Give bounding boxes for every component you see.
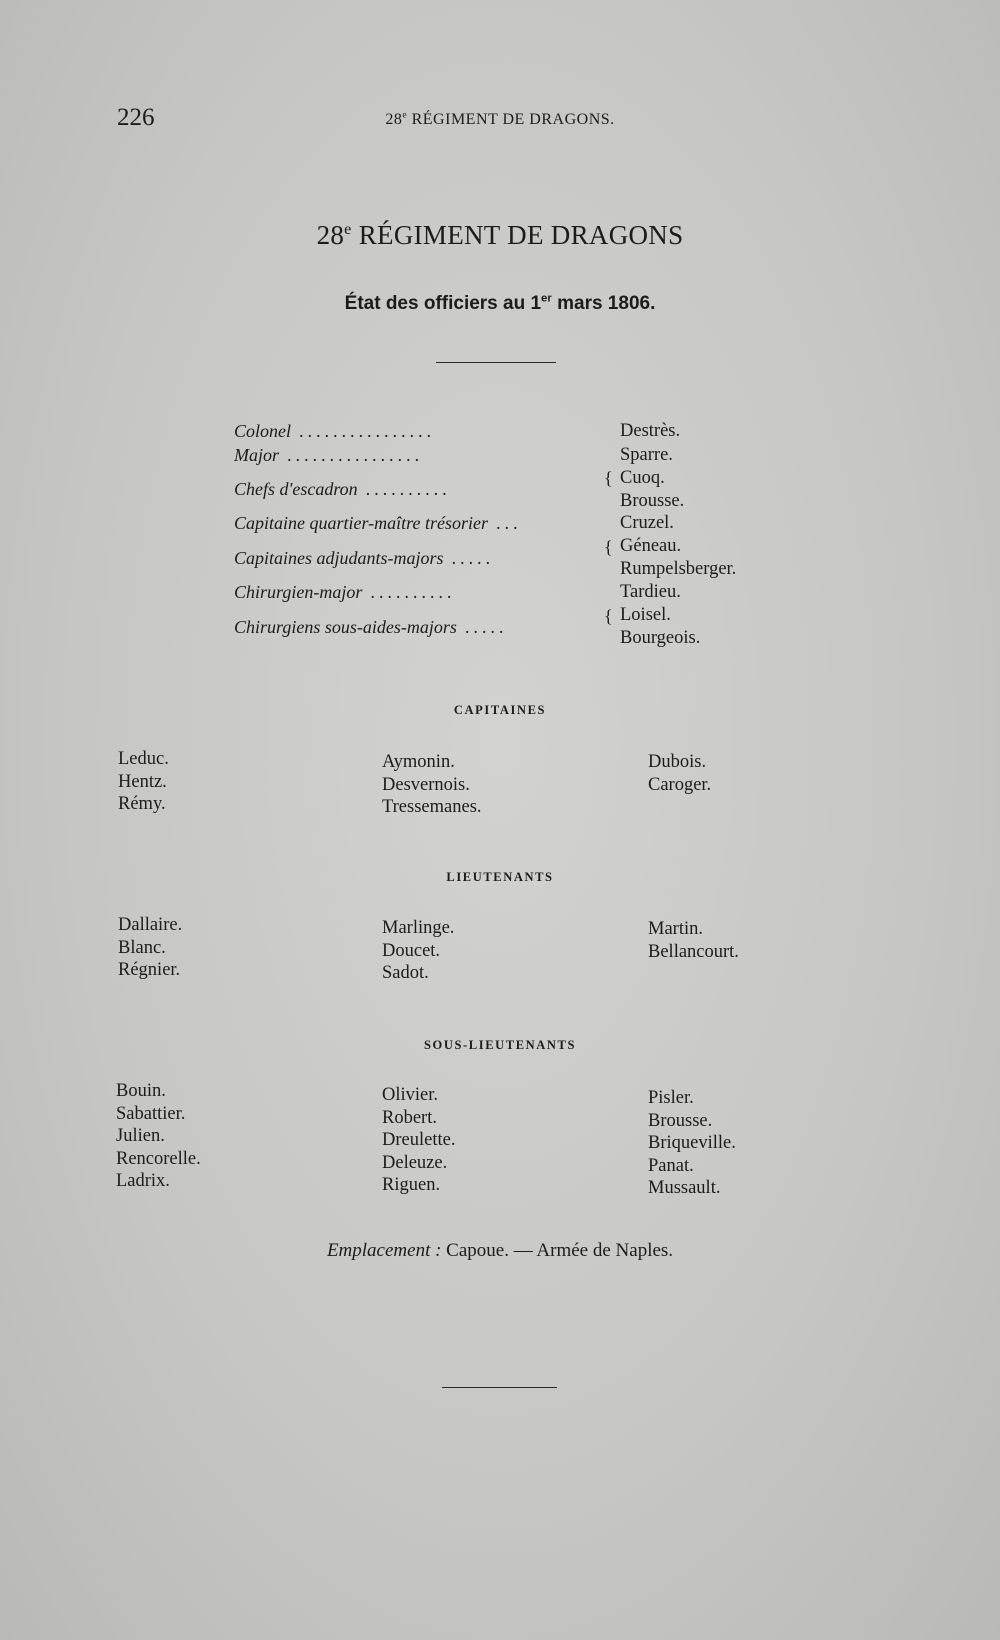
name-column [648, 1087, 736, 1200]
list-item: Robert. [382, 1107, 437, 1128]
list-item: Tressemanes. [382, 797, 482, 817]
list-item: Deleuze. [382, 1152, 448, 1173]
staff-name: Destrès. [620, 421, 681, 441]
list-item: Olivier. [382, 1085, 439, 1105]
list-item: Sabattier. [116, 1103, 186, 1124]
list-item: Rencorelle. [116, 1148, 201, 1169]
subtitle: État des officiers au 1er mars 1806. [344, 292, 656, 314]
list-item: Bouin. [116, 1081, 166, 1101]
section-heading-lieutenants: LIEUTENANTS [446, 870, 554, 884]
staff-name: Cruzel. [620, 513, 674, 533]
list-item: Blanc. [118, 937, 166, 958]
staff-role: Chefs d'escadron .......... [234, 479, 452, 499]
staff-name: Loisel. [620, 605, 671, 625]
list-item: Desvernois. [382, 774, 470, 795]
list-item: Aymonin. [382, 752, 455, 772]
name-column [648, 751, 711, 796]
divider-bottom [442, 1387, 557, 1388]
brace-icon: { [604, 537, 613, 557]
list-item: Doucet. [382, 940, 441, 961]
staff-role: Capitaines adjudants-majors ..... [234, 548, 495, 568]
location-note: Emplacement : Capoue. — Armée de Naples. [326, 1240, 674, 1261]
list-item: Sadot. [382, 963, 429, 983]
list-item: Briqueville. [648, 1133, 736, 1153]
list-item: Pisler. [648, 1088, 694, 1108]
name-column [382, 1084, 455, 1197]
name-column [118, 748, 169, 816]
staff-name: Géneau. [620, 536, 682, 556]
list-item: Dallaire. [118, 915, 183, 935]
list-item: Panat. [648, 1155, 694, 1176]
staff-role: Capitaine quartier-maître trésorier ... [234, 513, 522, 533]
staff-name: Sparre. [620, 445, 673, 465]
divider-top [436, 362, 556, 363]
list-item: Marlinge. [382, 918, 455, 938]
list-item: Ladrix. [116, 1171, 170, 1191]
list-item: Martin. [648, 919, 703, 939]
list-item: Hentz. [118, 771, 167, 792]
list-item: Régnier. [118, 960, 181, 980]
running-title: 28e RÉGIMENT DE DRAGONS. [385, 109, 615, 128]
list-item: Leduc. [118, 749, 169, 769]
name-column [118, 914, 182, 982]
staff-name: Cuoq. [620, 468, 665, 488]
name-column [382, 751, 482, 819]
list-item: Dreulette. [382, 1130, 456, 1150]
brace-icon: { [604, 606, 613, 626]
staff-name: Rumpelsberger. [620, 559, 737, 579]
name-column [648, 918, 739, 963]
section-heading-capitaines: CAPITAINES [453, 703, 547, 717]
list-item: Mussault. [648, 1178, 721, 1198]
page-title: 28e RÉGIMENT DE DRAGONS [316, 220, 684, 250]
list-item: Bellancourt. [648, 941, 739, 962]
list-item: Julien. [116, 1126, 165, 1146]
staff-name: Tardieu. [620, 582, 681, 602]
staff-role: Chirurgiens sous-aides-majors ..... [234, 617, 508, 637]
list-item: Riguen. [382, 1175, 441, 1195]
name-column [382, 917, 454, 985]
page-number: 226 [117, 104, 155, 131]
list-item: Caroger. [648, 774, 712, 795]
staff-name: Brousse. [620, 491, 685, 511]
staff-role: Colonel ................ [234, 421, 436, 441]
list-item: Rémy. [118, 794, 166, 814]
staff-role: Major ................ [234, 445, 424, 465]
section-heading-sous-lieutenants: SOUS-LIEUTENANTS [423, 1038, 577, 1052]
brace-icon: { [604, 468, 613, 488]
staff-name: Bourgeois. [620, 628, 701, 648]
list-item: Brousse. [648, 1110, 713, 1131]
staff-role: Chirurgien-major .......... [234, 582, 456, 602]
list-item: Dubois. [648, 752, 707, 772]
name-column [116, 1080, 201, 1193]
